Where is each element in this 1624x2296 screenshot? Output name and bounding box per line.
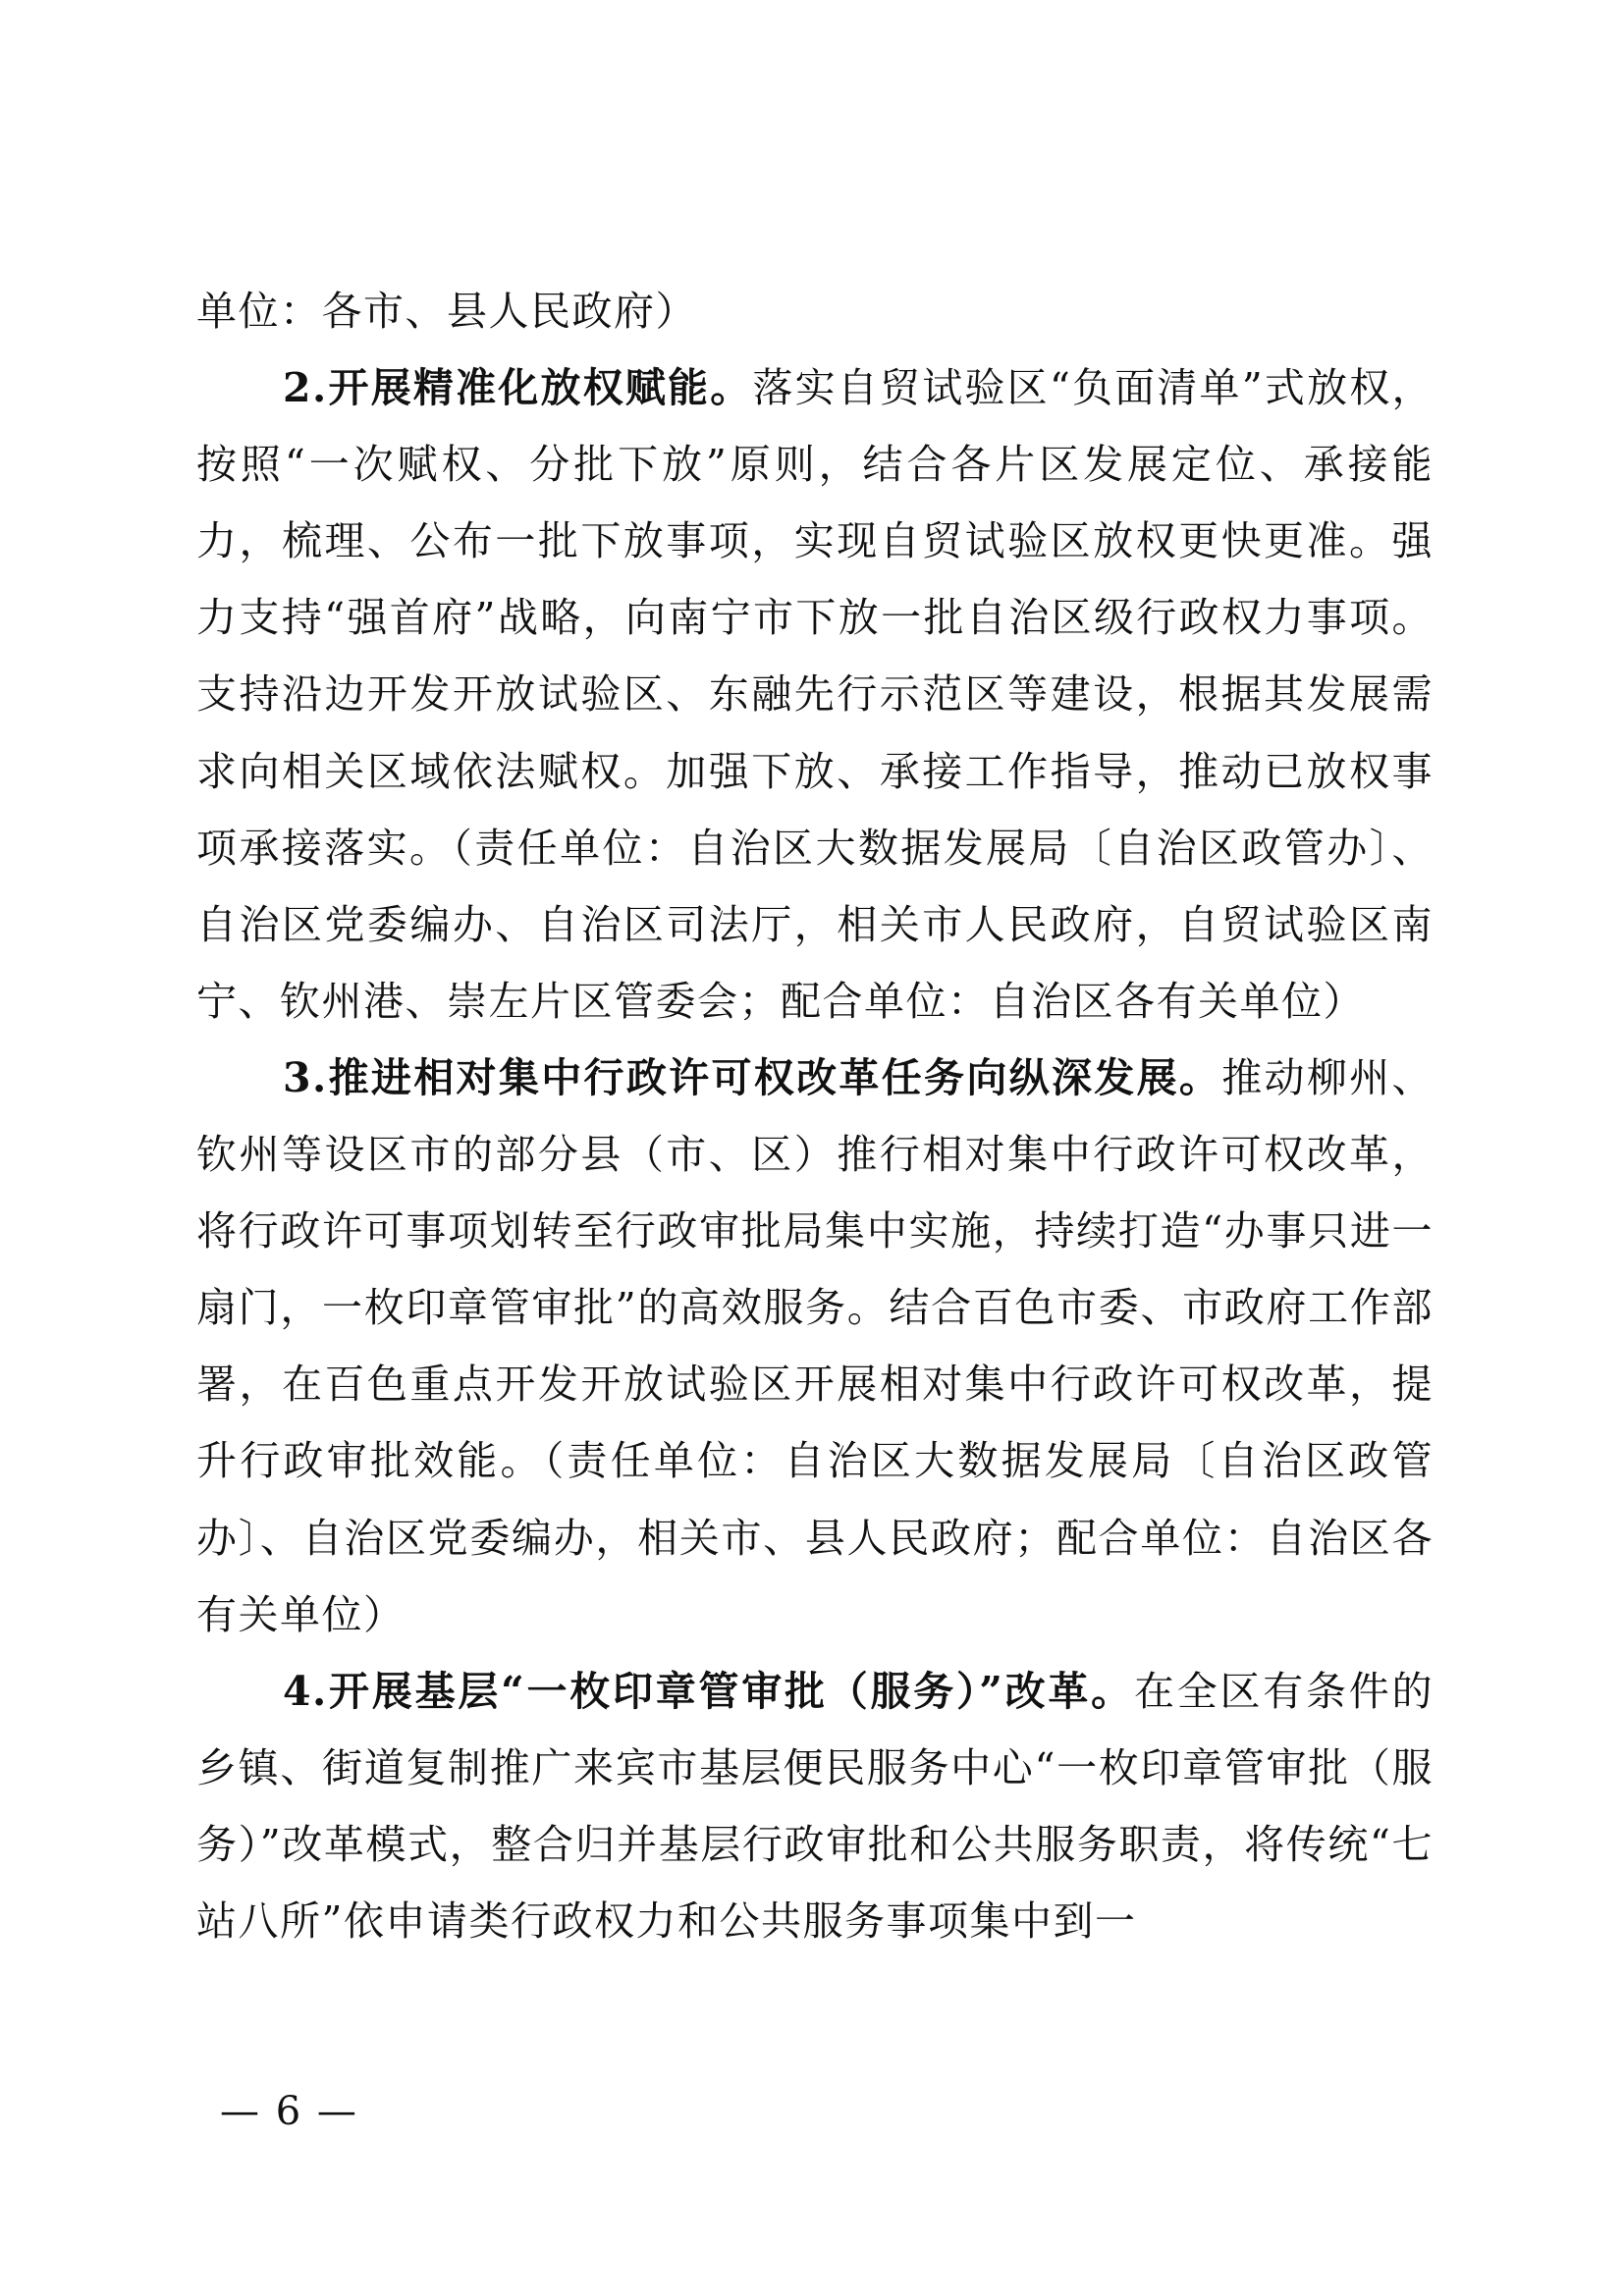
item-paragraph-2	[196, 349, 1434, 1040]
item-heading: 3.推进相对集中行政许可权改革任务向纵深发展。	[283, 1053, 1222, 1101]
item-heading: 2.开展精准化放权赋能。	[283, 364, 753, 412]
item-paragraph-3	[196, 1040, 1434, 1653]
item-paragraph-4	[196, 1653, 1434, 1959]
document-body	[196, 273, 1434, 1959]
continuation-text: 单位：各市、县人民政府）	[196, 288, 697, 335]
item-body: 推动柳州、钦州等设区市的部分县（市、区）推行相对集中行政许可权改革，将行政许可事项划转至行政审批局集中实施，持续打造“办事只进一扇门，一枚印章管审批”的高效服务。结合百色市委、市政府工作部署，在百色重点开发开放试验区开展相对集中行政许可权改革，提升行政审批效能。（责任单位：自治区大数据发展局〔自治区政管办〕、自治区党委编办，相关市、县人民政府；配合单位：自治区各有关单位）	[196, 1053, 1434, 1638]
item-body: 落实自贸试验区“负面清单”式放权，按照“一次赋权、分批下放”原则，结合各片区发展定位、承接能力，梳理、公布一批下放事项，实现自贸试验区放权更快更准。强力支持“强首府”战略，向南宁市下放一批自治区级行政权力事项。支持沿边开发开放试验区、东融先行示范区等建设，根据其发展需求向相关区域依法赋权。加强下放、承接工作指导，推动已放权事项承接落实。（责任单位：自治区大数据发展局〔自治区政管办〕、自治区党委编办、自治区司法厅，相关市人民政府，自贸试验区南宁、钦州港、崇左片区管委会；配合单位：自治区各有关单位）	[196, 364, 1434, 1025]
item-heading: 4.开展基层“一枚印章管审批（服务）”改革。	[283, 1667, 1134, 1715]
item-body: 在全区有条件的乡镇、街道复制推广来宾市基层便民服务中心“一枚印章管审批（服务）”改革模式，整合归并基层行政审批和公共服务职责，将传统“七站八所”依申请类行政权力和公共服务事项集中到一	[196, 1667, 1434, 1945]
continuation-paragraph	[196, 273, 1434, 349]
page-number: — 6 —	[220, 2089, 358, 2134]
